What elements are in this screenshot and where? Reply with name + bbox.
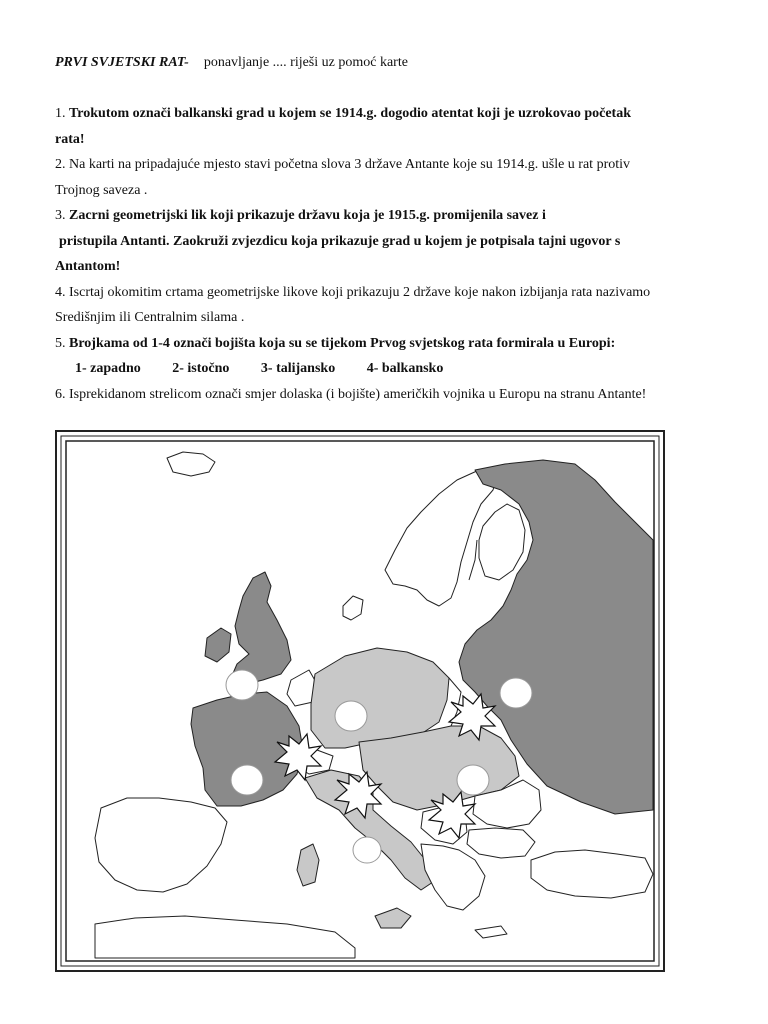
task-text: Zacrni geometrijski lik koji prikazuje državu koja je 1915.g. promijenila savez i bbox=[69, 208, 546, 223]
task-number: 3. bbox=[55, 208, 66, 223]
task-text: rata! bbox=[55, 131, 85, 147]
task-text: Iscrtaj okomitim crtama geometrijske likove koji prikazuju 2 države koje nakon izbijanja rata nazivamo bbox=[69, 284, 651, 300]
marker-circle-britain bbox=[226, 670, 258, 700]
task-text: Antantom! bbox=[55, 259, 121, 274]
task-text: Središnjim ili Centralnim silama . bbox=[55, 310, 245, 325]
marker-circle-russia bbox=[500, 678, 532, 708]
marker-circle-germany bbox=[335, 701, 367, 731]
task-text: pristupila Antanti. Zaokruži zvjezdicu koja prikazuje grad u kojem je potpisala tajni ugovor s bbox=[59, 233, 621, 249]
task-text: Trokutom označi balkanski grad u kojem se 1914.g. dogodio atentat koji je uzrokovao početak bbox=[69, 106, 631, 121]
turkey bbox=[531, 850, 653, 898]
task-text: Na karti na pripadajuće mjesto stavi početna slova 3 države Antante koje su 1914.g. ušle u rat protiv bbox=[69, 157, 631, 172]
marker-circle-italy bbox=[353, 837, 381, 863]
task-2 bbox=[55, 152, 735, 178]
task-number: 2. bbox=[55, 157, 66, 172]
task-6 bbox=[55, 382, 735, 408]
front-label-italian: 3- talijansko bbox=[260, 361, 336, 376]
task-1 bbox=[55, 101, 735, 127]
task-3 bbox=[55, 203, 735, 229]
europe-map bbox=[55, 430, 665, 972]
task-text: Brojkama od 1-4 označi bojišta koja su se tijekom Prvog svjetskog rata formirala u Europi: bbox=[69, 335, 616, 351]
marker-circle-france bbox=[231, 765, 263, 795]
task-text: Trojnog saveza . bbox=[55, 182, 148, 198]
front-label-western: 1- zapadno bbox=[75, 361, 141, 376]
europe-map-svg bbox=[55, 430, 665, 972]
front-label-balkan: 4- balkansko bbox=[366, 361, 444, 376]
task-5 bbox=[55, 331, 735, 357]
marker-circle-austria-hungary bbox=[457, 765, 489, 795]
task-4 bbox=[55, 280, 735, 306]
task-text: Isprekidanom strelicom označi smjer dolaska (i bojište) američkih vojnika u Europu na stranu Antante! bbox=[69, 386, 647, 402]
task-number: 1. bbox=[55, 106, 66, 121]
front-label-eastern: 2- istočno bbox=[172, 361, 230, 376]
task-number: 5. bbox=[55, 335, 66, 351]
worksheet-subtitle: ponavljanje .... riješi uz pomoć karte bbox=[203, 55, 408, 70]
task-number: 4. bbox=[55, 284, 66, 300]
worksheet-title: PRVI SVJETSKI RAT- bbox=[55, 55, 189, 70]
worksheet-text bbox=[55, 50, 735, 407]
task-number: 6. bbox=[55, 386, 66, 402]
worksheet-header bbox=[55, 50, 735, 76]
front-list bbox=[55, 356, 735, 382]
